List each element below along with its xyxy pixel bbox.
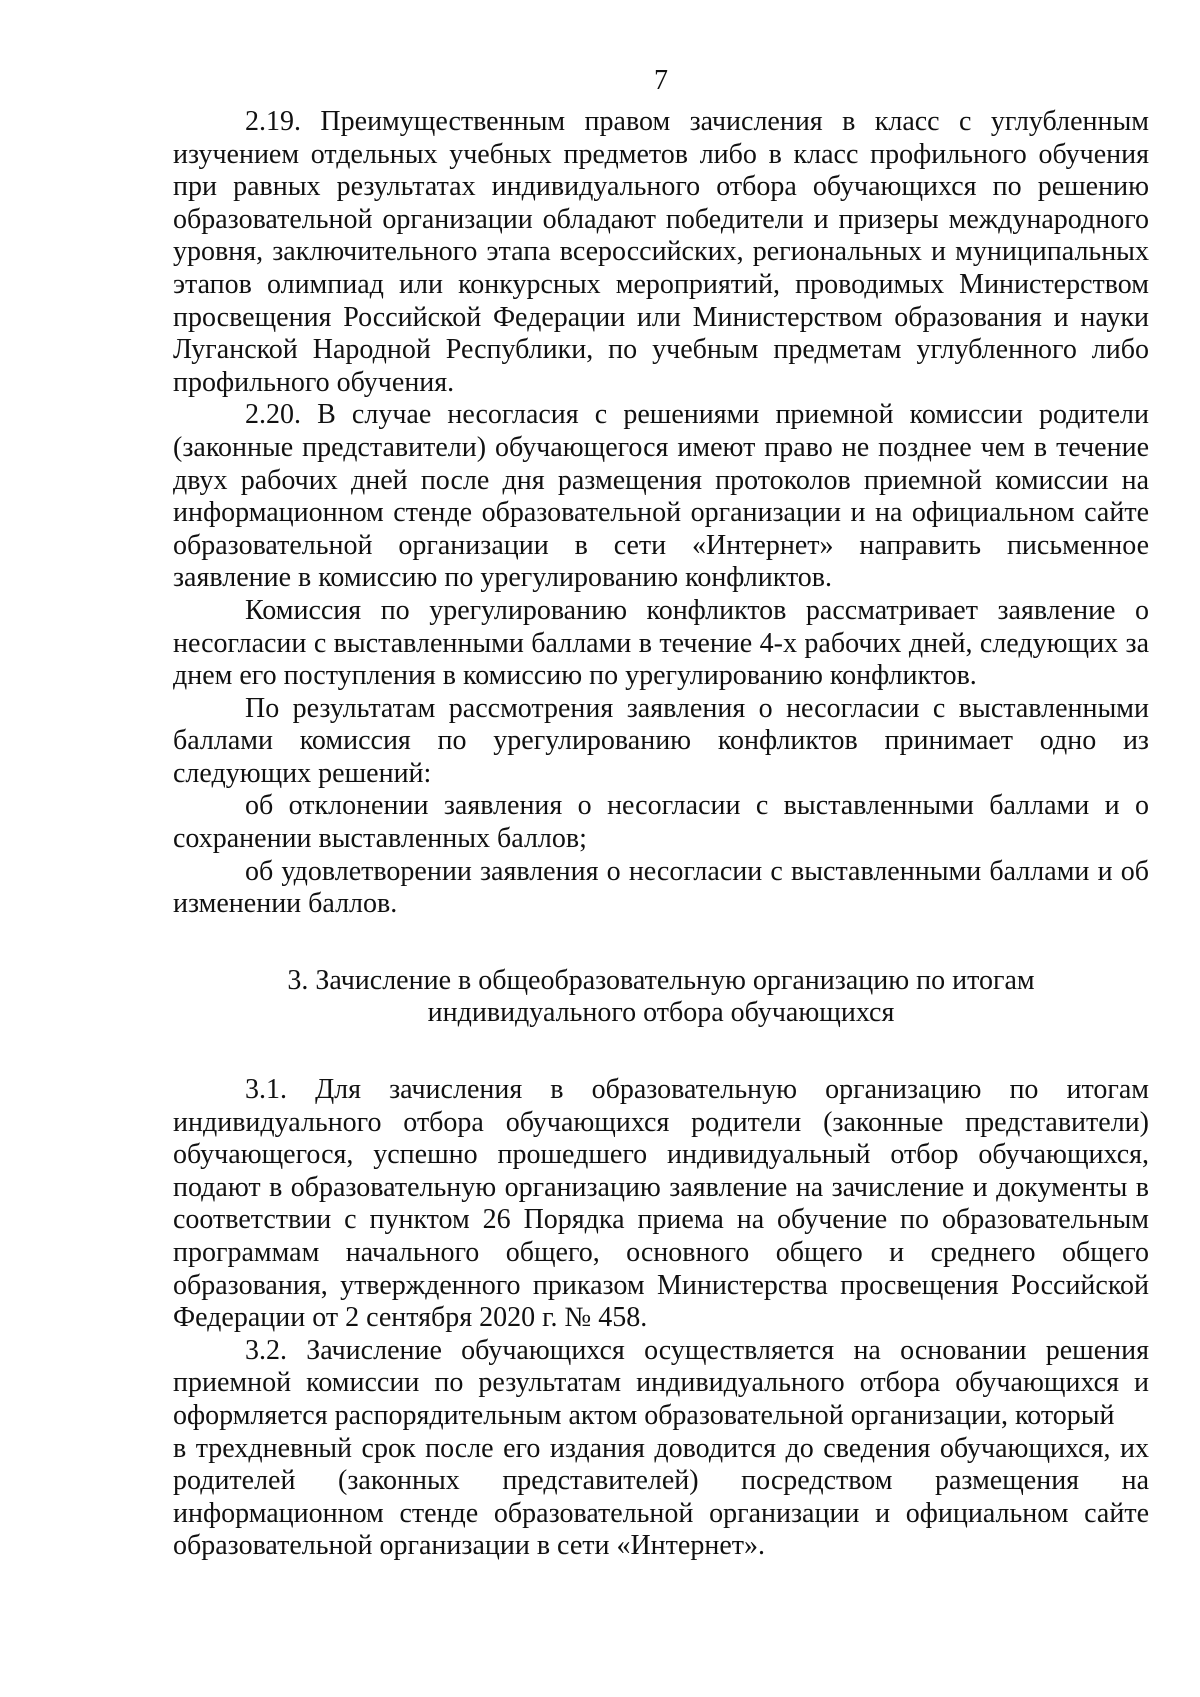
paragraph-decision-reject: об отклонении заявления о несогласии с выставленными баллами и о сохранении выставленных баллов;: [173, 790, 1149, 855]
section-heading: [173, 965, 1149, 1030]
paragraph-decision-satisfy: об удовлетворении заявления о несогласии с выставленными баллами и об изменении баллов.: [173, 855, 1149, 920]
section-heading-line-1: 3. Зачисление в общеобразовательную организацию по итогам: [287, 964, 1035, 996]
page-number: 7: [654, 65, 668, 96]
paragraph-3-1: 3.1. Для зачисления в образовательную организацию по итогам индивидуального отбора обучающихся родители (законные представители) обучающегося, успешно прошедшего индивидуальный отбор обучающихся, подают в образовательную организацию заявление на зачисление и документы в соответствии с пунктом 26 Порядка приема на обучение по образовательным программам начального общего, основного общего и среднего общего образования, утвержденного приказом Министерства просвещения Российской Федерации от 2 сентября 2020 г. № 458.: [173, 1074, 1149, 1334]
paragraph-2-19: 2.19. Преимущественным правом зачисления в класс с углубленным изучением отдельных учебных предметов либо в класс профильного обучения при равных результатах индивидуального отбора обучающихся по решению образовательной организации обладают победители и призеры международного уровня, заключительного этапа всероссийских, региональных и муниципальных этапов олимпиад или конкурсных мероприятий, проводимых Министерством просвещения Российской Федерации или Министерством образования и науки Луганской Народной Республики, по учебным предметам углубленного либо профильного обучения.: [173, 106, 1149, 398]
paragraph-commission-review: Комиссия по урегулированию конфликтов рассматривает заявление о несогласии с выставленными баллами в течение 4-х рабочих дней, следующих за днем его поступления в комиссию по урегулированию конфликтов.: [173, 594, 1149, 692]
paragraph-3-2-continuation: в трехдневный срок после его издания доводится до сведения обучающихся, их родителей (законных представителей) посредством размещения на информационном стенде образовательной организации и официальном сайте образовательной организации в сети «Интернет».: [173, 1432, 1149, 1562]
paragraph-review-results: По результатам рассмотрения заявления о несогласии с выставленными баллами комиссия по урегулированию конфликтов принимает одно из следующих решений:: [173, 692, 1149, 789]
paragraph-3-2: 3.2. Зачисление обучающихся осуществляется на основании решения приемной комиссии по результатам индивидуального отбора обучающихся и оформляется распорядительным актом образовательной организации, который: [173, 1334, 1149, 1431]
paragraph-2-20: 2.20. В случае несогласия с решениями приемной комиссии родители (законные представители) обучающегося имеют право не позднее чем в течение двух рабочих дней после дня размещения протоколов приемной комиссии на информационном стенде образовательной организации и на официальном сайте образовательной организации в сети «Интернет» направить письменное заявление в комиссию по урегулированию конфликтов.: [173, 399, 1149, 594]
section-heading-line-2: индивидуального отбора обучающихся: [427, 997, 895, 1029]
document-page: [173, 64, 1149, 1563]
